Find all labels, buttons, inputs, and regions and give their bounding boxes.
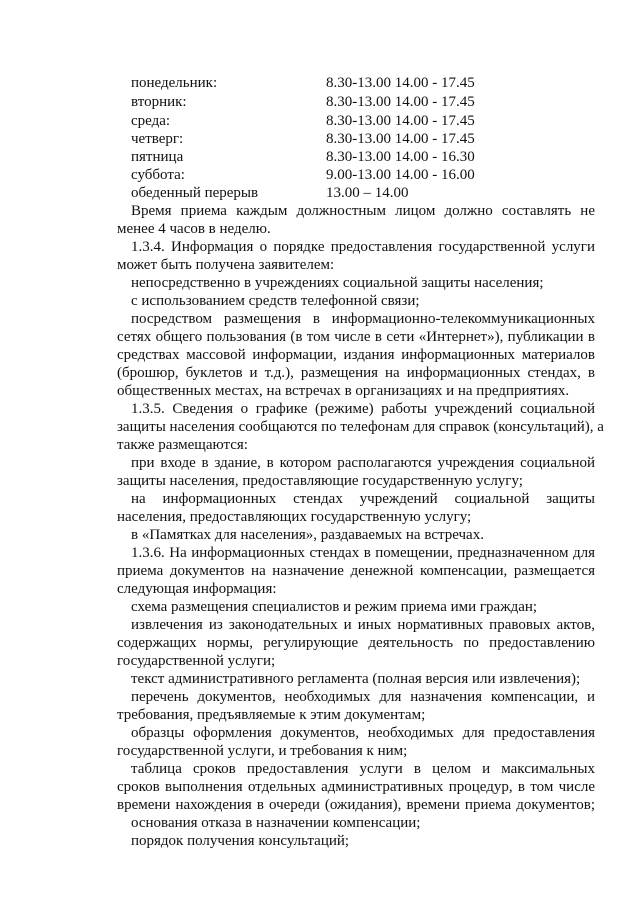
schedule-day: четверг: [131,131,184,147]
text-line: порядок получения консультаций; [131,833,350,849]
text-line: приема документов на назначение денежной компенсации, размещается [117,563,595,579]
schedule-time: 13.00 – 14.00 [326,185,409,201]
text-line: таблица сроков предоставления услуги в целом и максимальных [131,761,595,777]
schedule-time: 8.30-13.00 14.00 - 17.45 [326,94,475,110]
schedule-time: 8.30-13.00 14.00 - 17.45 [326,131,475,147]
text-line: перечень документов, необходимых для назначения компенсации, и [131,689,595,705]
text-line: защиты населения, предоставляющие государственную услугу; [117,473,523,489]
schedule-day: пятница [131,149,184,165]
schedule-time: 8.30-13.00 14.00 - 17.45 [326,75,475,91]
text-line: образцы оформления документов, необходимых для предоставления [131,725,595,741]
text-line: требования, предъявляемые к этим документам; [117,707,426,723]
text-line: защиты населения сообщаются по телефонам для справок (консультаций), а [117,419,604,435]
schedule-day: среда: [131,113,171,129]
text-line: в «Памятках для населения», раздаваемых на встречах. [131,527,484,543]
schedule-day: суббота: [131,167,185,183]
schedule-time: 8.30-13.00 14.00 - 17.45 [326,113,475,129]
text-line: общественных местах, на встречах в организациях и на предприятиях. [117,383,570,399]
text-line: непосредственно в учреждениях социальной защиты населения; [131,275,544,291]
text-line: также размещаются: [117,437,248,453]
text-line: посредством размещения в информационно-телекоммуникационных [131,311,595,327]
text-line: времени нахождения в очереди (ожидания), времени приема документов; [117,797,595,813]
text-line: содержащих нормы, регулирующие деятельность по предоставлению [117,635,595,651]
schedule-day: понедельник: [131,75,218,91]
schedule-time: 9.00-13.00 14.00 - 16.00 [326,167,475,183]
text-line: сетях общего пользования (в том числе в сети «Интернет»), публикации в [117,329,595,345]
text-line: с использованием средств телефонной связи; [131,293,420,309]
text-line: Время приема каждым должностным лицом должно составлять не [131,203,595,219]
text-line: извлечения из законодательных и иных нормативных правовых актов, [131,617,595,633]
schedule-time: 8.30-13.00 14.00 - 16.30 [326,149,475,165]
text-line: 1.3.4. Информация о порядке предоставления государственной услуги [131,239,595,255]
text-line: государственной услуги; [117,653,276,669]
text-line: средствах массовой информации, издания информационных материалов [117,347,595,363]
text-line: основания отказа в назначении компенсации; [131,815,421,831]
text-line: следующая информация: [117,581,277,597]
schedule-day: обеденный перерыв [131,185,259,201]
text-line: сроков выполнения отдельных административных процедур, в том числе [117,779,595,795]
text-line: схема размещения специалистов и режим приема ими граждан; [131,599,538,615]
text-line: на информационных стендах учреждений социальной защиты [131,491,595,507]
text-line: государственной услуги, и требования к ним; [117,743,408,759]
text-line: 1.3.5. Сведения о графике (режиме) работы учреждений социальной [131,401,595,417]
text-line: может быть получена заявителем: [117,257,335,273]
text-line: менее 4 часов в неделю. [117,221,271,237]
schedule-day: вторник: [131,94,187,110]
text-line: населения, предоставляющих государственную услугу; [117,509,472,525]
text-line: при входе в здание, в котором располагаются учреждения социальной [131,455,595,471]
text-line: (брошюр, буклетов и т.д.), размещения на информационных стендах, в [117,365,595,381]
text-line: текст административного регламента (полная версия или извлечения); [131,671,581,687]
text-line: 1.3.6. На информационных стендах в помещении, предназначенном для [131,545,595,561]
